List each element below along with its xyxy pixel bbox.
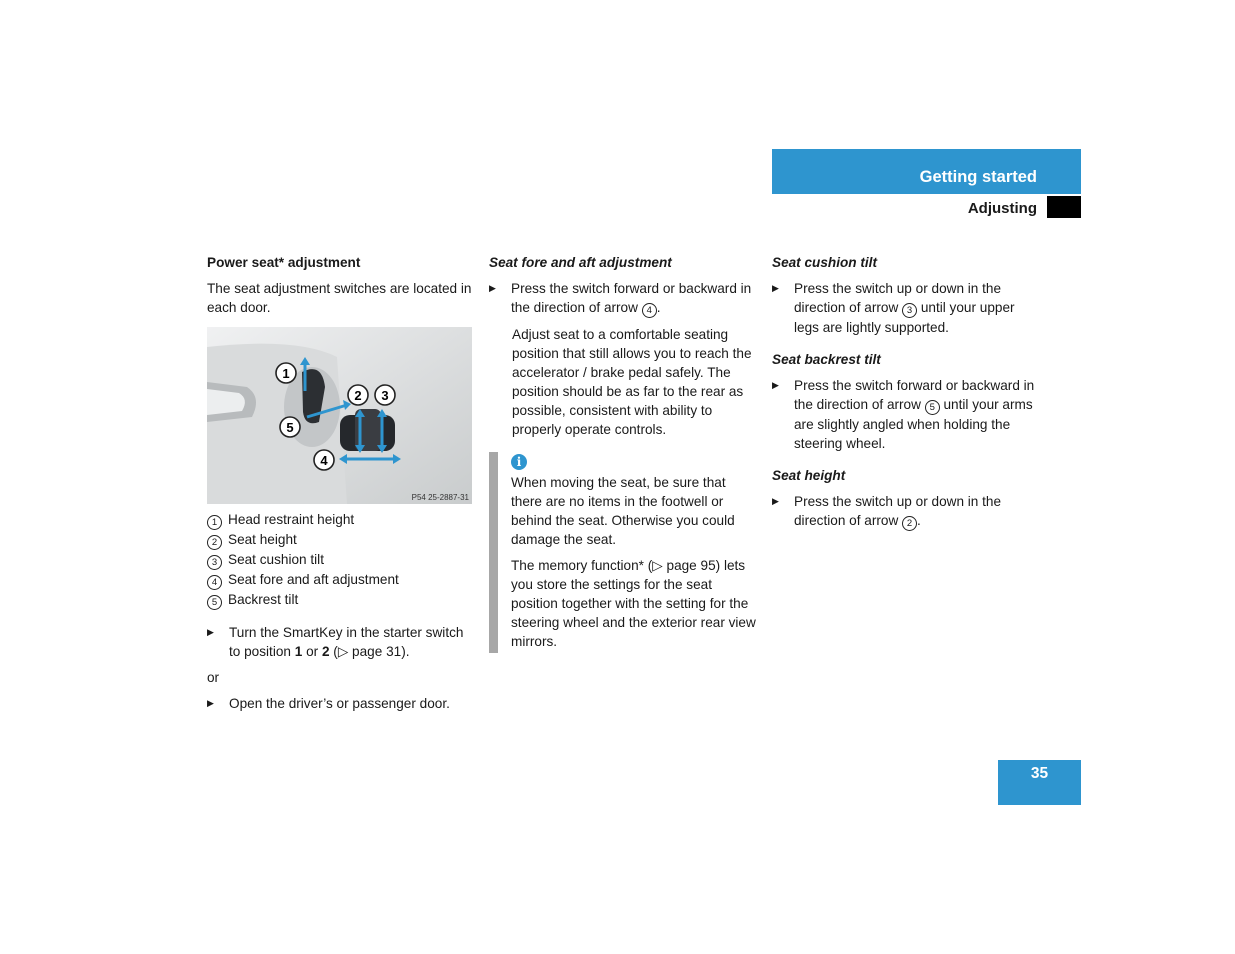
figure-legend: [207, 510, 475, 610]
figure-label-1: 1: [282, 366, 290, 381]
legend-item: 4 Seat fore and aft adjustment: [207, 570, 475, 590]
figure-label-2: 2: [354, 388, 362, 403]
figure-label-5: 5: [286, 420, 294, 435]
heading-power-seat: Power seat* adjustment: [207, 255, 361, 270]
info-icon: i: [511, 454, 527, 470]
subsection-marker: [1047, 196, 1081, 218]
step-turn-key: ▶ Turn the SmartKey in the starter switch to position 1 or 2 (▷ page 31).: [207, 625, 464, 659]
note-bar: [489, 452, 498, 653]
legend-item: 5 Backrest tilt: [207, 590, 475, 610]
note-text-2: The memory function* (▷ page 95) lets you store the settings for the seat position together with the setting for the steering wheel and the exterior rear view mirrors.: [511, 558, 756, 649]
header-section-bar: [772, 149, 1081, 194]
column-tilt-height: [772, 253, 1040, 538]
legend-item: 1 Head restraint height: [207, 510, 475, 530]
bullet-triangle-icon: ▶: [772, 496, 779, 506]
legend-item: 3 Seat cushion tilt: [207, 550, 475, 570]
step-cushion-tilt: ▶ Press the switch up or down in the direction of arrow 3 until your upper legs are lightly supported.: [772, 281, 1015, 335]
column-power-seat: [207, 253, 475, 720]
heading-fore-aft: Seat fore and aft adjustment: [489, 255, 672, 270]
or-text: or: [207, 670, 220, 685]
bullet-triangle-icon: ▶: [772, 283, 779, 293]
step-seat-height: ▶ Press the switch up or down in the direction of arrow 2 .: [772, 494, 1002, 529]
heading-cushion-tilt: Seat cushion tilt: [772, 255, 877, 270]
intro-text: The seat adjustment switches are located in each door.: [207, 281, 472, 315]
figure-label-4: 4: [320, 453, 328, 468]
bullet-triangle-icon: ▶: [489, 283, 496, 293]
section-title: Getting started: [919, 168, 1037, 186]
fore-aft-paragraph: Adjust seat to a comfortable seating position that still allows you to reach the accelerator / brake pedal safely. The position should be as far to the rear as possible, consistent with ability to properly operate controls.: [512, 327, 752, 437]
step-backrest-tilt: ▶ Press the switch forward or backward in the direction of arrow 5 until your arms are slightly angled when holding the steering wheel.: [772, 378, 1035, 451]
seat-switch-illustration: [207, 327, 472, 504]
seat-switch-figure: [207, 327, 472, 504]
info-note: [489, 452, 757, 651]
figure-label-3: 3: [381, 388, 389, 403]
step-fore-aft: ▶ Press the switch forward or backward in the direction of arrow 4 .: [489, 281, 752, 316]
heading-seat-height: Seat height: [772, 468, 846, 483]
note-text-1: When moving the seat, be sure that there are no items in the footwell or behind the seat. Otherwise you could damage the seat.: [511, 475, 735, 547]
legend-item: 2 Seat height: [207, 530, 475, 550]
bullet-triangle-icon: ▶: [207, 627, 214, 637]
page-number: 35: [998, 760, 1081, 805]
bullet-triangle-icon: ▶: [772, 380, 779, 390]
figure-code: P54 25-2887-31: [411, 493, 469, 502]
column-fore-aft: [489, 253, 757, 658]
heading-backrest-tilt: Seat backrest tilt: [772, 352, 881, 367]
step-open-door: ▶ Open the driver’s or passenger door.: [207, 696, 450, 711]
subsection-title: Adjusting: [967, 200, 1037, 217]
bullet-triangle-icon: ▶: [207, 698, 214, 708]
